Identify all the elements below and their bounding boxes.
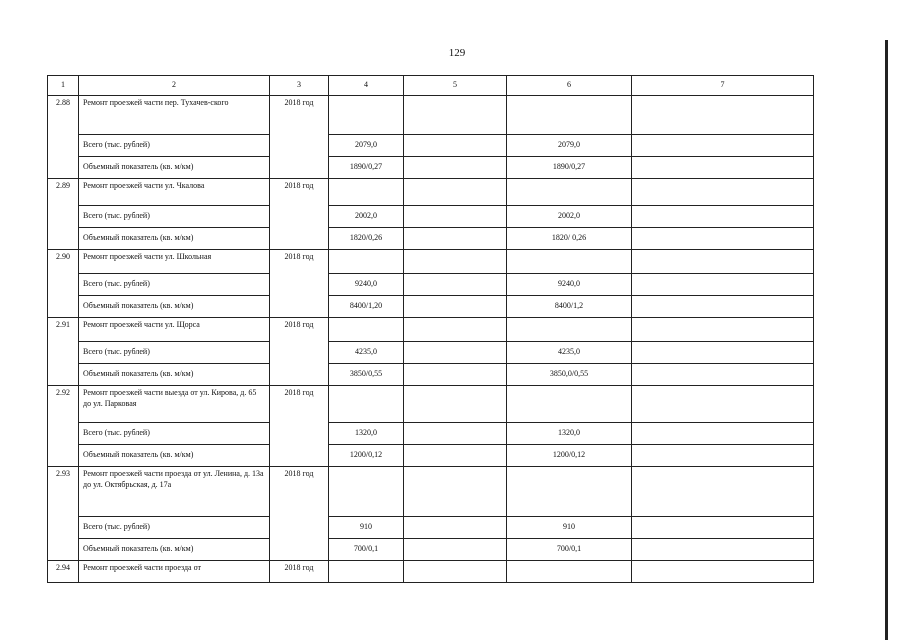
- value-col-6: 9240,0: [507, 274, 632, 296]
- value-col-7: [632, 157, 814, 179]
- column-header-3: 3: [270, 76, 329, 96]
- table-row: [48, 517, 814, 539]
- table-row: [48, 364, 814, 386]
- value-col-5: [404, 423, 507, 445]
- value-col-4: 2002,0: [329, 206, 404, 228]
- value-col-5: [404, 517, 507, 539]
- value-col-7: [632, 296, 814, 318]
- scan-edge-line: [885, 40, 888, 640]
- empty-cell: [404, 96, 507, 135]
- value-col-7: [632, 445, 814, 467]
- value-col-6: 1320,0: [507, 423, 632, 445]
- empty-cell: [507, 250, 632, 274]
- empty-cell: [507, 179, 632, 206]
- value-col-5: [404, 135, 507, 157]
- row-label: Объемный показатель (кв. м/км): [79, 445, 270, 467]
- item-number: 2.93: [48, 467, 79, 561]
- item-year: 2018 год: [270, 96, 329, 179]
- column-header-5: 5: [404, 76, 507, 96]
- value-col-7: [632, 342, 814, 364]
- value-col-4: 1200/0,12: [329, 445, 404, 467]
- value-col-7: [632, 135, 814, 157]
- value-col-7: [632, 274, 814, 296]
- section-title-row: [48, 561, 814, 583]
- item-year: 2018 год: [270, 386, 329, 467]
- value-col-5: [404, 342, 507, 364]
- table-row: [48, 135, 814, 157]
- empty-cell: [329, 561, 404, 583]
- empty-cell: [404, 318, 507, 342]
- row-label: Всего (тыс. рублей): [79, 342, 270, 364]
- value-col-5: [404, 364, 507, 386]
- value-col-6: 2002,0: [507, 206, 632, 228]
- value-col-6: 910: [507, 517, 632, 539]
- item-number: 2.94: [48, 561, 79, 583]
- section-title-row: [48, 250, 814, 274]
- section-title-row: [48, 96, 814, 135]
- row-label: Всего (тыс. рублей): [79, 274, 270, 296]
- item-title: Ремонт проезжей части проезда от: [79, 561, 270, 583]
- row-label: Объемный показатель (кв. м/км): [79, 539, 270, 561]
- value-col-7: [632, 228, 814, 250]
- empty-cell: [632, 96, 814, 135]
- column-header-1: 1: [48, 76, 79, 96]
- value-col-6: 1890/0,27: [507, 157, 632, 179]
- value-col-5: [404, 228, 507, 250]
- row-label: Всего (тыс. рублей): [79, 206, 270, 228]
- item-title: Ремонт проезжей части выезда от ул. Кирова, д. 65 до ул. Парковая: [79, 386, 270, 423]
- value-col-5: [404, 445, 507, 467]
- value-col-4: 1320,0: [329, 423, 404, 445]
- row-label: Всего (тыс. рублей): [79, 423, 270, 445]
- item-title: Ремонт проезжей части ул. Щорса: [79, 318, 270, 342]
- empty-cell: [404, 179, 507, 206]
- row-label: Объемный показатель (кв. м/км): [79, 296, 270, 318]
- value-col-4: 9240,0: [329, 274, 404, 296]
- table-row: [48, 228, 814, 250]
- value-col-5: [404, 274, 507, 296]
- item-year: 2018 год: [270, 318, 329, 386]
- empty-cell: [404, 386, 507, 423]
- value-col-5: [404, 296, 507, 318]
- value-col-6: 2079,0: [507, 135, 632, 157]
- value-col-5: [404, 206, 507, 228]
- item-number: 2.92: [48, 386, 79, 467]
- empty-cell: [329, 318, 404, 342]
- empty-cell: [507, 561, 632, 583]
- table-row: [48, 423, 814, 445]
- header-row: [48, 76, 814, 96]
- table-row: [48, 342, 814, 364]
- table-row: [48, 296, 814, 318]
- empty-cell: [329, 467, 404, 517]
- empty-cell: [632, 318, 814, 342]
- value-col-4: 2079,0: [329, 135, 404, 157]
- item-number: 2.88: [48, 96, 79, 179]
- empty-cell: [329, 250, 404, 274]
- value-col-4: 910: [329, 517, 404, 539]
- empty-cell: [329, 179, 404, 206]
- value-col-4: 1820/0,26: [329, 228, 404, 250]
- row-label: Всего (тыс. рублей): [79, 517, 270, 539]
- value-col-6: 8400/1,2: [507, 296, 632, 318]
- column-header-2: 2: [79, 76, 270, 96]
- budget-table: [47, 75, 814, 583]
- item-number: 2.91: [48, 318, 79, 386]
- empty-cell: [632, 467, 814, 517]
- item-year: 2018 год: [270, 179, 329, 250]
- table-row: [48, 445, 814, 467]
- value-col-5: [404, 539, 507, 561]
- row-label: Объемный показатель (кв. м/км): [79, 157, 270, 179]
- column-header-7: 7: [632, 76, 814, 96]
- item-title: Ремонт проезжей части ул. Чкалова: [79, 179, 270, 206]
- section-title-row: [48, 179, 814, 206]
- empty-cell: [507, 318, 632, 342]
- item-title: Ремонт проезжей части ул. Школьная: [79, 250, 270, 274]
- empty-cell: [329, 96, 404, 135]
- value-col-6: 1820/ 0,26: [507, 228, 632, 250]
- table-row: [48, 539, 814, 561]
- empty-cell: [507, 467, 632, 517]
- value-col-6: 3850,0/0,55: [507, 364, 632, 386]
- empty-cell: [404, 561, 507, 583]
- item-year: 2018 год: [270, 561, 329, 583]
- page-number: 129: [448, 47, 466, 59]
- value-col-4: 8400/1,20: [329, 296, 404, 318]
- column-header-6: 6: [507, 76, 632, 96]
- value-col-5: [404, 157, 507, 179]
- value-col-6: 700/0,1: [507, 539, 632, 561]
- table-row: [48, 274, 814, 296]
- value-col-7: [632, 539, 814, 561]
- empty-cell: [632, 561, 814, 583]
- item-year: 2018 год: [270, 467, 329, 561]
- row-label: Объемный показатель (кв. м/км): [79, 228, 270, 250]
- item-title: Ремонт проезжей части пер. Тухачев-ского: [79, 96, 270, 135]
- section-title-row: [48, 386, 814, 423]
- empty-cell: [507, 386, 632, 423]
- value-col-4: 3850/0,55: [329, 364, 404, 386]
- value-col-4: 1890/0,27: [329, 157, 404, 179]
- value-col-7: [632, 206, 814, 228]
- item-title: Ремонт проезжей части проезда от ул. Ленина, д. 13а до ул. Октябрьская, д. 17а: [79, 467, 270, 517]
- section-title-row: [48, 467, 814, 517]
- column-header-4: 4: [329, 76, 404, 96]
- value-col-4: 700/0,1: [329, 539, 404, 561]
- empty-cell: [329, 386, 404, 423]
- item-number: 2.89: [48, 179, 79, 250]
- value-col-7: [632, 423, 814, 445]
- table-row: [48, 157, 814, 179]
- empty-cell: [632, 250, 814, 274]
- value-col-6: 4235,0: [507, 342, 632, 364]
- value-col-4: 4235,0: [329, 342, 404, 364]
- value-col-7: [632, 517, 814, 539]
- item-year: 2018 год: [270, 250, 329, 318]
- row-label: Объемный показатель (кв. м/км): [79, 364, 270, 386]
- empty-cell: [404, 250, 507, 274]
- empty-cell: [632, 179, 814, 206]
- row-label: Всего (тыс. рублей): [79, 135, 270, 157]
- section-title-row: [48, 318, 814, 342]
- table-row: [48, 206, 814, 228]
- item-number: 2.90: [48, 250, 79, 318]
- value-col-7: [632, 364, 814, 386]
- value-col-6: 1200/0,12: [507, 445, 632, 467]
- empty-cell: [404, 467, 507, 517]
- empty-cell: [507, 96, 632, 135]
- empty-cell: [632, 386, 814, 423]
